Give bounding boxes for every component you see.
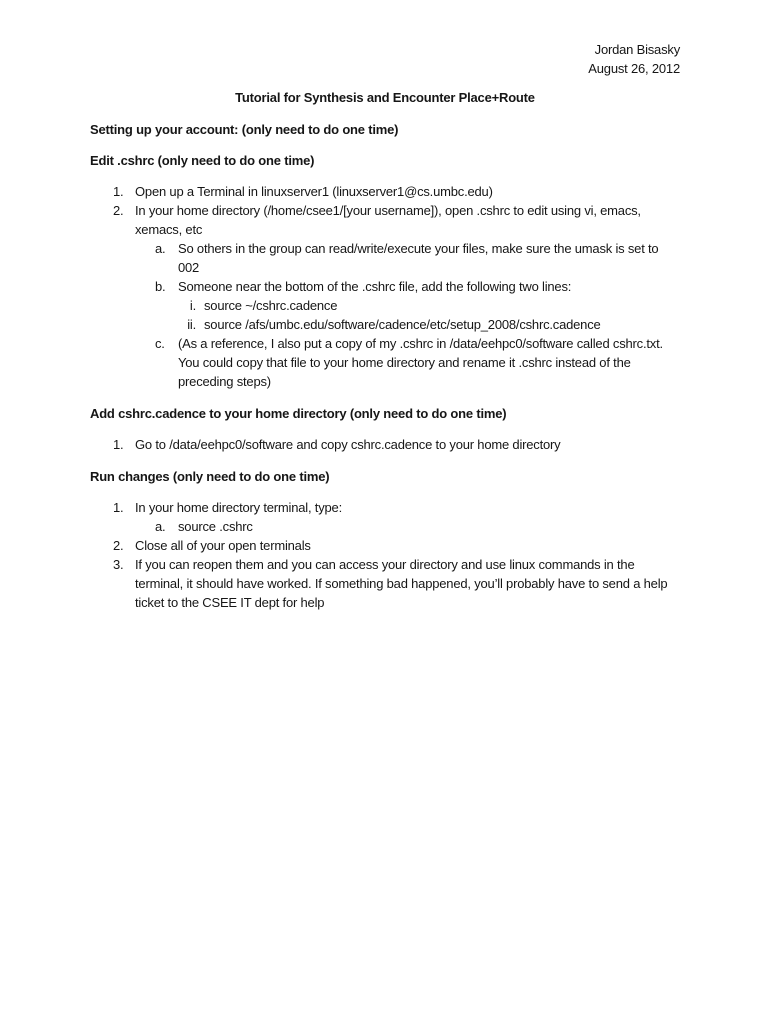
author-name: Jordan Bisasky <box>594 42 680 57</box>
list-item <box>90 517 680 536</box>
edit-cshrc-list <box>90 182 680 391</box>
list-marker: c. <box>155 336 165 351</box>
list-item <box>90 277 680 296</box>
list-item <box>90 334 680 391</box>
list-item-text: source ~/cshrc.cadence <box>204 298 338 313</box>
list-marker: 1. <box>113 184 124 199</box>
section-heading-add-cshrc-cadence: Add cshrc.cadence to your home directory (only need to do one time) <box>90 406 507 421</box>
list-marker: 1. <box>113 437 124 452</box>
list-item-text: source .cshrc <box>178 519 253 534</box>
list-item <box>90 239 680 277</box>
list-marker: ii. <box>187 317 196 332</box>
list-marker: b. <box>155 279 166 294</box>
list-item <box>90 498 680 517</box>
run-changes-list <box>90 498 680 612</box>
list-item-text: In your home directory (/home/csee1/[your username]), open .cshrc to edit using vi, emacs, xemacs, etc <box>135 203 641 237</box>
list-item <box>90 296 680 315</box>
list-marker: 2. <box>113 538 124 553</box>
list-item-text: So others in the group can read/write/execute your files, make sure the umask is set to 002 <box>178 241 659 275</box>
author-block <box>90 40 680 78</box>
document-title: Tutorial for Synthesis and Encounter Place+Route <box>235 90 535 105</box>
list-item <box>90 201 680 239</box>
list-item-text: Go to /data/eehpc0/software and copy cshrc.cadence to your home directory <box>135 437 561 452</box>
list-item-text: If you can reopen them and you can access your directory and use linux commands in the terminal, it should have worked. If something bad happened, you’ll probably have to send a help ticket to the CSEE IT dept for help <box>135 557 668 610</box>
list-marker: 2. <box>113 203 124 218</box>
add-cshrc-cadence-list <box>90 435 680 454</box>
list-item <box>90 555 680 612</box>
list-item-text: Someone near the bottom of the .cshrc file, add the following two lines: <box>178 279 572 294</box>
list-item <box>90 182 680 201</box>
document-date: August 26, 2012 <box>588 61 680 76</box>
section-heading-edit-cshrc: Edit .cshrc (only need to do one time) <box>90 153 315 168</box>
section-heading-run-changes: Run changes (only need to do one time) <box>90 469 330 484</box>
list-marker: a. <box>155 519 166 534</box>
list-item-text: (As a reference, I also put a copy of my .cshrc in /data/eehpc0/software called cshrc.txt. You could copy that file to your home directory and rename it .cshrc instead of the preceding steps) <box>178 336 663 389</box>
list-item-text: Close all of your open terminals <box>135 538 311 553</box>
list-marker: a. <box>155 241 166 256</box>
list-item-text: Open up a Terminal in linuxserver1 (linuxserver1@cs.umbc.edu) <box>135 184 493 199</box>
list-marker: 3. <box>113 557 124 572</box>
section-heading-account-setup: Setting up your account: (only need to do one time) <box>90 122 399 137</box>
list-marker: 1. <box>113 500 124 515</box>
list-marker: i. <box>189 298 196 313</box>
list-item <box>90 435 680 454</box>
list-item <box>90 536 680 555</box>
list-item <box>90 315 680 334</box>
list-item-text: In your home directory terminal, type: <box>135 500 342 515</box>
list-item-text: source /afs/umbc.edu/software/cadence/etc/setup_2008/cshrc.cadence <box>204 317 601 332</box>
